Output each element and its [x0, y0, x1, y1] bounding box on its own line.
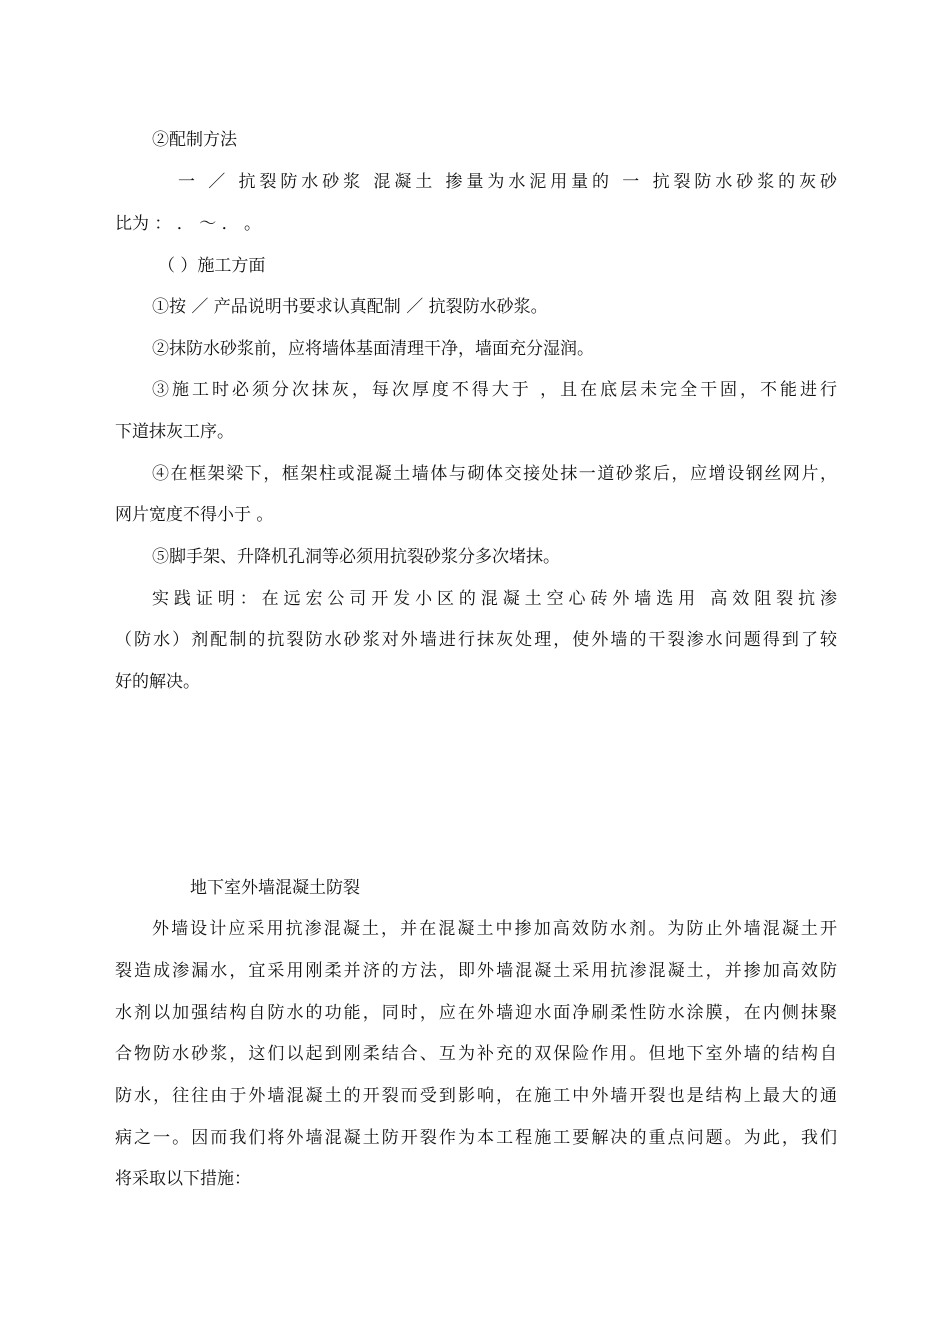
method-line-2: 比为 ： ． ～ ． 。 [115, 214, 262, 234]
practice-line-2: （防水）剂配制的抗裂防水砂浆对外墙进行抹灰处理，使外墙的干裂渗水问题得到了较 [115, 630, 837, 650]
para-line-6: 病之一。因而我们将外墙混凝土防开裂作为本工程施工要解决的重点问题。为此，我们 [115, 1128, 837, 1148]
item-2: ②抹防水砂浆前，应将墙体基面清理干净，墙面充分湿润。 [152, 339, 594, 359]
section-title: 地下室外墙混凝土防裂 [190, 878, 360, 898]
practice-line-1: 实践证明：在远宏公司开发小区的混凝土空心砖外墙选用 高效阻裂抗渗 [152, 589, 837, 609]
item-4-line-2: 网片宽度不得小于 。 [115, 505, 274, 525]
item-4-line-1: ④在框架梁下，框架柱或混凝土墙体与砌体交接处抹一道砂浆后，应增设钢丝网片， [152, 464, 837, 484]
construction-heading: （ ）施工方面 [158, 256, 266, 276]
item-3-line-1: ③施工时必须分次抹灰，每次厚度不得大于 ，且在底层未完全干固，不能进行 [152, 380, 837, 400]
para-line-1: 外墙设计应采用抗渗混凝土，并在混凝土中掺加高效防水剂。为防止外墙混凝土开 [152, 919, 837, 939]
para-line-3: 水剂以加强结构自防水的功能，同时，应在外墙迎水面净刷柔性防水涂膜，在内侧抹聚 [115, 1003, 837, 1023]
para-line-4: 合物防水砂浆，这们以起到刚柔结合、互为补充的双保险作用。但地下室外墙的结构自 [115, 1044, 837, 1064]
practice-line-3: 好的解决。 [115, 672, 200, 692]
item-1: ①按 ／ 产品说明书要求认真配制 ／ 抗裂防水砂浆。 [152, 297, 548, 317]
item-3-line-2: 下道抹灰工序。 [115, 422, 234, 442]
para-line-5: 防水，往往由于外墙混凝土的开裂而受到影响，在施工中外墙开裂也是结构上最大的通 [115, 1086, 837, 1106]
method-heading: ②配制方法 [152, 130, 237, 150]
method-line-1: 一 ／ 抗裂防水砂浆 混凝土 掺量为水泥用量的 一 抗裂防水砂浆的灰砂 [178, 172, 837, 192]
para-line-7: 将采取以下措施： [115, 1169, 251, 1189]
item-5: ⑤脚手架、升降机孔洞等必须用抗裂砂浆分多次堵抹。 [152, 547, 560, 567]
para-line-2: 裂造成渗漏水，宜采用刚柔并济的方法，即外墙混凝土采用抗渗混凝土，并掺加高效防 [115, 961, 837, 981]
